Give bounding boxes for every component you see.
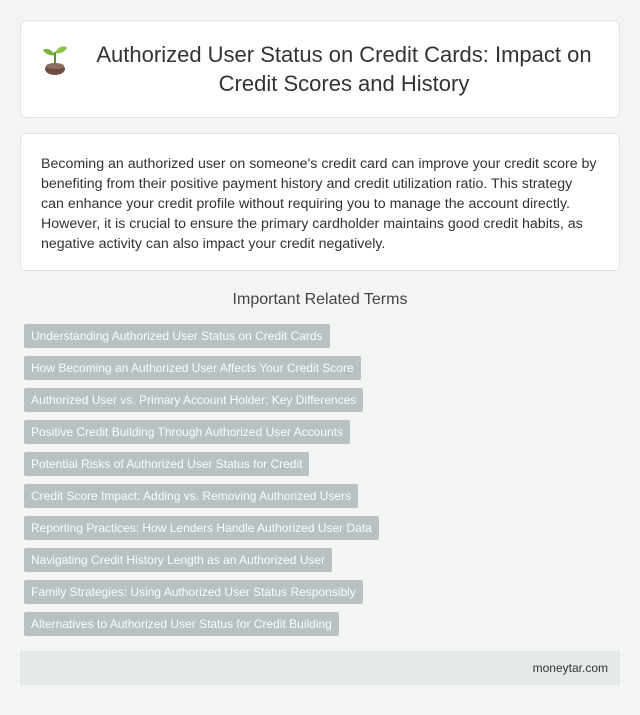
summary-card — [20, 133, 620, 271]
sprout-icon — [41, 44, 69, 78]
title-card — [20, 20, 620, 118]
footer-site-link[interactable]: moneytar.com — [532, 661, 608, 675]
related-term-tag[interactable]: Alternatives to Authorized User Status for Credit Building — [24, 612, 339, 636]
related-terms-heading: Important Related Terms — [232, 291, 408, 308]
footer — [20, 651, 620, 685]
related-term-tag[interactable]: Authorized User vs. Primary Account Holder: Key Differences — [24, 388, 363, 412]
page-title: Authorized User Status on Credit Cards: Impact on Credit Scores and History — [96, 42, 592, 96]
related-term-tag[interactable]: Potential Risks of Authorized User Status for Credit — [24, 452, 309, 476]
related-term-tag[interactable]: Understanding Authorized User Status on Credit Cards — [24, 324, 330, 348]
related-term-tag[interactable]: Family Strategies: Using Authorized User Status Responsibly — [24, 580, 363, 604]
related-terms-list — [24, 324, 620, 644]
related-term-tag[interactable]: Reporting Practices: How Lenders Handle Authorized User Data — [24, 516, 379, 540]
related-term-tag[interactable]: Credit Score Impact: Adding vs. Removing Authorized Users — [24, 484, 358, 508]
related-term-tag[interactable]: Navigating Credit History Length as an Authorized User — [24, 548, 332, 572]
summary-text: Becoming an authorized user on someone's credit card can improve your credit score by benefiting from their positive payment history and credit utilization ratio. This strategy can enhance your credit profile without requiring you to manage the account directly. However, it is crucial to ensure the primary cardholder maintains good credit habits, as negative activity can also impact your credit negatively. — [41, 156, 597, 252]
related-term-tag[interactable]: How Becoming an Authorized User Affects Your Credit Score — [24, 356, 361, 380]
related-term-tag[interactable]: Positive Credit Building Through Authorized User Accounts — [24, 420, 350, 444]
title-row — [41, 40, 599, 98]
